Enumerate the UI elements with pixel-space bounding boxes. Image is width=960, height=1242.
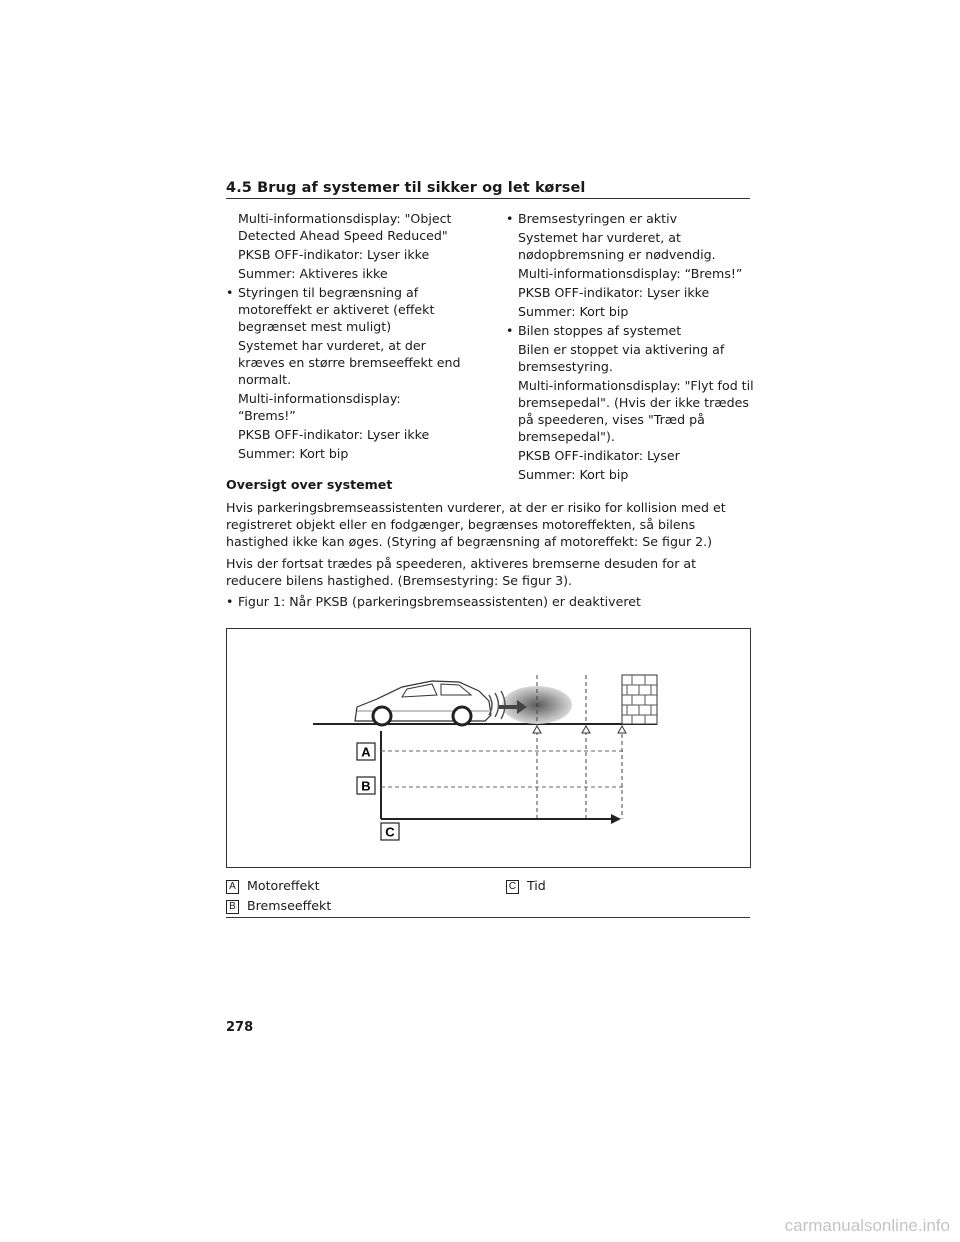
right-paragraph: Summer: Kort bip (518, 304, 629, 319)
right-paragraph: Multi-informationsdisplay: "Flyt fod til bremsepedal". (Hvis der ikke trædes på speederen, vises "Træd på bremsepedal"). (518, 378, 754, 444)
legend-text: Motoreffekt (247, 878, 320, 893)
section-title: 4.5 Brug af systemer til sikker og let kørsel (226, 180, 586, 196)
car-icon (355, 681, 505, 725)
right-bullet: • Bremsestyringen er aktiv (506, 210, 756, 227)
left-paragraph: Multi-informationsdisplay: “Brems!” (238, 391, 401, 423)
overview-heading: Oversigt over systemet (226, 477, 393, 492)
left-paragraph: Systemet har vurderet, at der kræves en større bremseeffekt end normalt. (238, 338, 461, 387)
figure-bullet: • Figur 1: Når PKSB (parkeringsbremseassistenten) er deaktiveret (226, 593, 766, 610)
right-paragraph: Bilen er stoppet via aktivering af bremsestyring. (518, 342, 725, 374)
left-paragraph: PKSB OFF-indikator: Lyser ikke (238, 427, 430, 442)
legend-text: Tid (527, 878, 546, 893)
right-paragraph: PKSB OFF-indikator: Lyser (518, 448, 680, 463)
triangle-marker (618, 726, 626, 733)
right-paragraph: Systemet har vurderet, at nødopbremsning er nødvendig. (518, 230, 716, 262)
right-column (506, 210, 756, 485)
label-a: A (361, 744, 371, 760)
page-number: 278 (226, 1020, 254, 1035)
legend-letter: B (226, 900, 239, 914)
section-divider (226, 198, 750, 199)
figure-illustration (227, 629, 750, 867)
left-column (226, 210, 462, 464)
right-bullet: • Bilen stoppes af systemet (506, 322, 756, 339)
left-bullet: • Styringen til begrænsning af motoreffekt er aktiveret (effekt begrænset mest muligt) (226, 284, 462, 335)
legend-item-b (226, 897, 331, 914)
right-paragraph: PKSB OFF-indikator: Lyser ikke (518, 285, 710, 300)
left-paragraph: Summer: Kort bip (238, 446, 349, 461)
label-c: C (385, 824, 395, 840)
overview-paragraph-1: Hvis parkeringsbremseassistenten vurderer, at der er risiko for kollision med et registreret objekt eller en fodgænger, begrænses motoreffekten, så bilens hastighed ikke kan øges. (Styring af begrænsning af motoreffekt: Se figur 2.) (226, 500, 726, 549)
axis-arrowhead (611, 814, 621, 824)
overview-paragraph-2: Hvis der fortsat trædes på speederen, aktiveres bremserne desuden for at reducere bilens hastighed. (Bremsestyring: Se figur 3). (226, 556, 697, 588)
figure-1 (226, 628, 751, 868)
left-paragraph: Multi-informationsdisplay: "Object Detected Ahead Speed Reduced" (238, 211, 452, 243)
right-paragraph: Summer: Kort bip (518, 467, 629, 482)
legend-letter: C (506, 880, 519, 894)
triangle-marker (582, 726, 590, 733)
right-paragraph: Multi-informationsdisplay: “Brems!” (518, 266, 743, 281)
triangle-marker (533, 726, 541, 733)
legend-item-c (506, 877, 546, 894)
left-paragraph: PKSB OFF-indikator: Lyser ikke (238, 247, 430, 262)
watermark: carmanualsonline.info (784, 1216, 950, 1235)
wall-icon (622, 675, 657, 724)
bottom-divider (226, 917, 750, 918)
label-b: B (361, 778, 371, 794)
legend-text: Bremseeffekt (247, 898, 332, 913)
left-paragraph: Summer: Aktiveres ikke (238, 266, 388, 281)
legend-item-a (226, 877, 320, 894)
legend-letter: A (226, 880, 239, 894)
